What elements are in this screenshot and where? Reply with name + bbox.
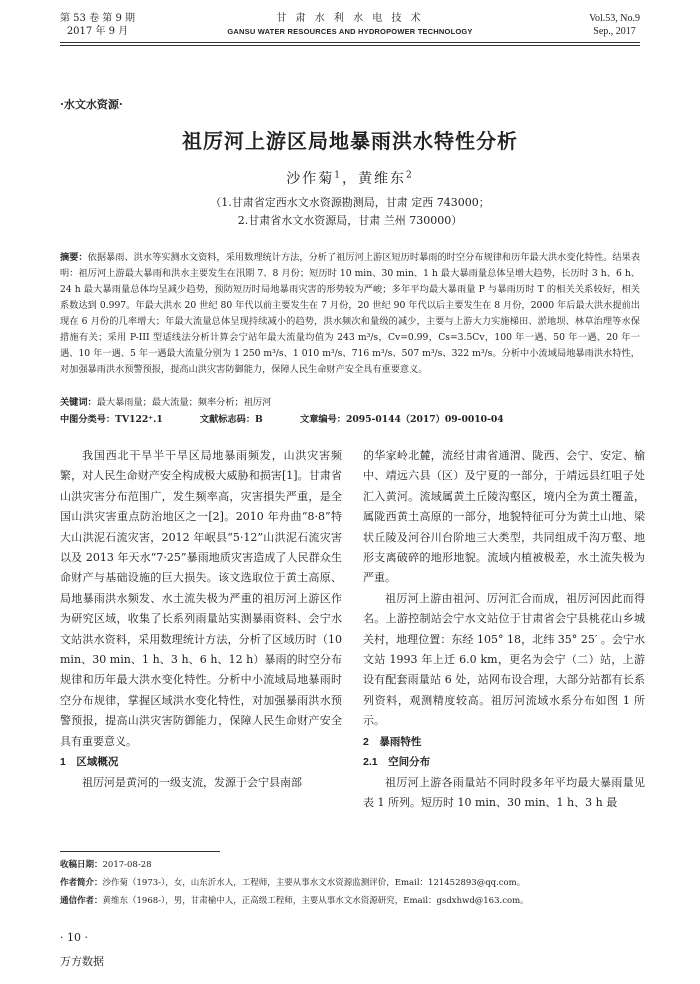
header-volume-cn: 第 53 卷 第 9 期 — [60, 13, 135, 24]
abstract — [60, 250, 640, 378]
section-1-paragraph-2: 祖厉河上游由祖河、厉河汇合而成，祖厉河因此而得名。上游控制站会宁水文站位于甘肃省会宁县桃花山乡城关村，地理位置：东经 105° 18，北纬 35° 25′ 。会宁水文站 1993 年上迁 6.0 km，更名为会宁（二）站，上游设有配套雨量站 6 处，站网布设合理，大部分站都有长系列资料，观测精度较高。祖厉河流域水系分布如图 1 所示。 — [363, 591, 645, 728]
author-separator: ， — [342, 171, 358, 187]
document-code: 文献标志码：B — [199, 414, 263, 425]
affiliation-1: （1.甘肃省定西水文水资源勘测局，甘肃 定西 743000； — [210, 196, 490, 209]
page-number: · 10 · — [60, 931, 88, 944]
section-1-paragraph: 祖厉河是黄河的一级支流，发源于会宁县南部 — [82, 775, 302, 789]
footnote-received-text: 2017-08-28 — [102, 860, 152, 870]
classification-line — [60, 412, 640, 428]
affiliation-2: 2.甘肃省水文水资源局，甘肃 兰州 730000） — [237, 214, 463, 227]
body-column-right — [363, 446, 645, 813]
header-rule-thick — [60, 42, 640, 43]
section-heading-2: 2 暴雨特性 — [363, 735, 422, 748]
keywords-text: 最大暴雨量；最大流量；频率分析；祖厉河 — [96, 397, 272, 408]
footnote-author-bio — [60, 874, 650, 892]
keywords-label: 关键词： — [60, 397, 97, 408]
abstract-label: 摘要： — [60, 252, 88, 263]
header-date-en: Sep., 2017 — [593, 26, 636, 37]
keywords — [60, 395, 640, 411]
author-2-affil: 2 — [406, 170, 414, 181]
header-date-cn: 2017 年 9 月 — [66, 26, 129, 37]
paper-title: 祖厉河上游区局地暴雨洪水特性分析 — [182, 129, 518, 153]
section-heading-1: 1 区域概况 — [60, 756, 119, 769]
intro-paragraph: 我国西北干旱半干旱区局地暴雨频发，山洪灾害频繁，对人民生命财产安全构成极大威胁和损害[1]。甘肃省山洪灾害分布范围广，发生频率高，灾害損失严重，是全国山洪灾害重点防治地区之一[2]。2010 年舟曲“8·8”特大山洪泥石流灾害，2012 年岷县“5·12”山洪泥石流灾害以及 2013 年天水“7·25”暴雨地质灾害造成了人民群众生命财产与基础设施的巨大损失。该文选取位于黄土高原、局地暴雨洪水频发、水土流失极为严重的祖厉河上游区作为研究区域，收集了长系列雨量站实测暴雨资料、会宁水文站洪水资料，采用数理统计方法，分析了区域历时（10 min、30 min、1 h、3 h、6 h、12 h）暴雨的时空分布规律和历年最大洪水变化特性。分析中小流域局地暴雨时空分布规律，掌握区域洪水变化特性，对加强暴雨洪水预警预报，提高山洪灾害防御能力，保障人民生命财产安全具有重要意义。 — [60, 449, 342, 748]
section-heading-2-1: 2.1 空间分布 — [363, 756, 431, 769]
header-journal-en: GANSU WATER RESOURCES AND HYDROPOWER TECHNOLOGY — [227, 27, 473, 36]
footnote-corresponding-label: 通信作者： — [60, 896, 103, 906]
header-rule-thin — [60, 45, 640, 46]
footnote-corresponding-text: 黄维东（1968-），男，甘肃榆中人，正高级工程师，主要从事水文水资源研究，Email：gsdxhwd@163.com。 — [102, 896, 529, 906]
footnote-corresponding — [60, 892, 650, 910]
section-1-paragraph-continued: 的华家岭北麓，流经甘肃省通渭、陇西、会宁、安定、榆中、靖远六县（区）及宁夏的一部分，于靖远县红咀子处汇入黄河。流域属黄土丘陵沟壑区，境内全为黄土覆盖，属陇西黄土高原的一部分，地貌特征可分为黄土山地、梁状丘陵及河谷川台阶地三大类型，共同组成千沟万壑、地形支离破碎的地形地貌。流域内植被极差，水土流失极为严重。 — [363, 449, 645, 585]
author-2: 黄维东 — [358, 171, 406, 187]
footnotes — [60, 856, 650, 910]
author-line — [0, 168, 700, 188]
body-column-left — [60, 446, 342, 793]
header-volume-en: Vol.53, No.9 — [589, 13, 640, 24]
clc-number: 中图分类号：TV122⁺.1 — [60, 414, 163, 425]
watermark-text: 万方数据 — [60, 955, 104, 968]
section-2-1-paragraph: 祖厉河上游各雨量站不同时段多年平均最大暴雨量见表 1 所列。短历时 10 min、30 min、1 h、3 h 最 — [363, 775, 645, 809]
author-1-affil: 1 — [334, 170, 342, 181]
author-1: 沙作菊 — [286, 171, 335, 187]
article-number: 文章编号：2095-0144（2017）09-0010-04 — [300, 414, 504, 425]
footnote-author-bio-label: 作者简介： — [60, 878, 103, 888]
header-journal-cn: 甘 肃 水 利 水 电 技 术 — [276, 13, 424, 24]
footnote-received-label: 收稿日期： — [60, 860, 103, 870]
footnote-rule — [60, 851, 220, 852]
abstract-text: 依据暴雨、洪水等实测水文资料，采用数理统计方法，分析了祖厉河上游区短历时暴雨的时空分布规律和历年最大洪水变化特性。结果表明：祖厉河上游最大暴雨和洪水主要发生在汛期 7、8 月份；短历时 10 min、30 min、1 h 最大暴雨量总体呈增大趋势，长历时 3 h、6 h、24 h 最大暴雨量总体均呈减少趋势，预防短历时局地暴雨灾害的形势较为严峻；多年平均最大暴雨量 P 与暴雨历时 T 的相关关系较好，相关系数达到 0.997。年最大洪水 20 世纪 80 年代以前主要发生在 7 月份，20 世纪 90 年代以后主要发生在 8 月份，2000 年后最大洪水提前出现在 6 月份的几率增大；年最大流量总体呈现持续减小的趋势，洪水频次和量级的减少，主要与上游大力实施梯田、淤地坝、林草治理等水保措施有关；采用 P-III 型适线法分析计算会宁站年最大流量均值为 243 m³/s，Cv=0.99，Cs=3.5Cv，100 年一遇、50 年一遇、20 年一遇、10 年一遇、5 年一遇最大流量分别为 1 250 m³/s、1 010 m³/s、716 m³/s、507 m³/s、322 m³/s。分析中小流域局地暴雨洪水特性，对加强暴雨洪水预警预报，提高山洪灾害防御能力，保障人民生命财产安全具有重要意义。 — [60, 252, 641, 375]
footnote-received — [60, 856, 650, 874]
header-volume-en-block — [589, 12, 640, 38]
column-tag: ·水文水资源· — [60, 98, 123, 111]
footnote-author-bio-text: 沙作菊（1973-），女，山东沂水人，工程师，主要从事水文水资源监测评价，Email：121452893@qq.com。 — [102, 878, 526, 888]
